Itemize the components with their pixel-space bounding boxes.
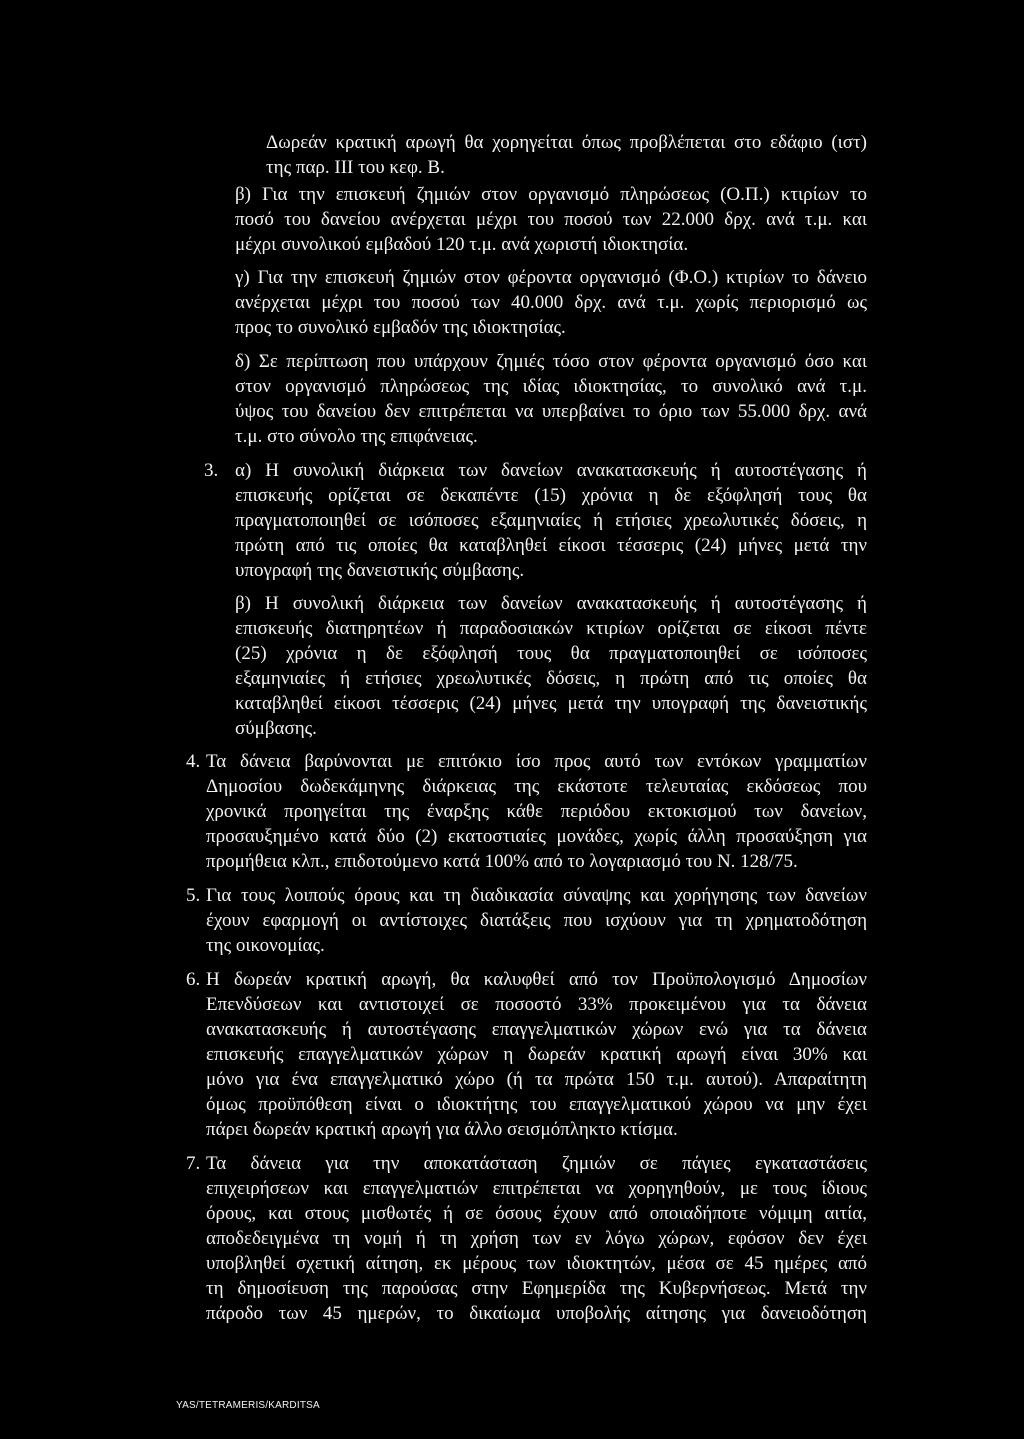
item-number: 5. — [186, 885, 201, 906]
text-line: Τα δάνεια βαρύνονται με επιτόκιο ίσο προς αυτό των εντόκων γραμματίων — [206, 751, 867, 772]
text-line: πραγματοποιηθεί σε ισόποσες εξαμηνιαίες ή ετήσιες χρεωλυτικές δόσεις, η — [235, 510, 867, 531]
text-line: χρονικά προηγείται της έναρξης κάθε περιόδου εκτοκισμού των δανείων, — [206, 801, 867, 822]
text-line: μόνο για ένα επαγγελματικό χώρο (ή τα πρώτα 150 τ.μ. αυτού). Απαραίτητη — [206, 1069, 867, 1090]
text-line: Η δωρεάν κρατική αρωγή, θα καλυφθεί από τον Προϋπολογισμό Δημοσίων — [206, 969, 867, 990]
text-line: β) Η συνολική διάρκεια των δανείων ανακατασκευής ή αυτοστέγασης ή — [235, 593, 867, 614]
text-line: πρώτη από τις οποίες θα καταβληθεί είκοσι τέσσερις (24) μήνες μετά την — [235, 535, 867, 556]
text-line: επισκευής διατηρητέων ή παραδοσιακών κτιρίων ορίζεται σε είκοσι πέντε — [235, 618, 867, 639]
text-line: επισκευής επαγγελματικών χώρων η δωρεάν κρατική αρωγή είναι 30% και — [206, 1044, 867, 1065]
item-number: 3. — [204, 460, 219, 481]
text-line: πάροδο των 45 ημερών, το δικαίωμα υποβολής αίτησης για δανειοδότηση — [206, 1303, 867, 1324]
text-line: μέχρι συνολικού εμβαδού 120 τ.μ. ανά χωριστή ιδιοκτησία. — [235, 234, 689, 255]
text-line: προς το συνολικό εμβαδόν της ιδιοκτησίας. — [235, 317, 566, 338]
text-line: εξαμηνιαίες ή ετήσιες χρεωλυτικές δόσεις, η πρώτη από τις οποίες θα — [235, 668, 867, 689]
text-line: σύμβασης. — [235, 718, 317, 739]
text-line: ύψος του δανείου δεν επιτρέπεται να υπερβαίνει το όριο των 55.000 δρχ. ανά — [235, 401, 867, 422]
text-line: ποσό του δανείου ανέρχεται μέχρι του ποσού των 22.000 δρχ. ανά τ.μ. και — [235, 209, 867, 230]
text-line: (25) χρόνια η δε εξόφλησή τους θα πραγματοποιηθεί σε ισόποσες — [235, 643, 867, 664]
text-line: καταβληθεί είκοσι τέσσερις (24) μήνες μετά την υπογραφή της δανειστικής — [235, 693, 867, 714]
text-line: αποδεδειγμένα τη νομή ή τη χρήση των εν λόγω χώρων, εφόσον δεν έχει — [206, 1228, 867, 1249]
text-line: Επενδύσεων και αντιστοιχεί σε ποσοστό 33% προκειμένου για τα δάνεια — [206, 994, 867, 1015]
item-number: 4. — [186, 751, 201, 772]
text-line: τ.μ. στο σύνολο της επιφάνειας. — [235, 426, 478, 447]
item-number: 7. — [186, 1153, 201, 1174]
text-line: όρους, και στους μισθωτές ή σε όσους έχουν από οποιαδήποτε νόμιμη αιτία, — [206, 1203, 867, 1224]
text-line: υποβληθεί σχετική αίτηση, εκ μέρους των ιδιοκτητών, μέσα σε 45 ημέρες από — [206, 1253, 867, 1274]
text-line: γ) Για την επισκευή ζημιών στον φέροντα οργανισμό (Φ.Ο.) κτιρίων το δάνειο — [235, 267, 867, 288]
text-line: όμως προϋπόθεση είναι ο ιδιοκτήτης του επαγγελματικού χώρου να μην έχει — [206, 1094, 867, 1115]
item-number: 6. — [186, 969, 201, 990]
text-line: Για τους λοιπούς όρους και τη διαδικασία σύναψης και χορήγησης των δανείων — [206, 885, 867, 906]
text-line: τη δημοσίευση της παρούσας στην Εφημερίδα της Κυβερνήσεως. Μετά την — [206, 1278, 867, 1299]
text-line: στον οργανισμό πληρώσεως της ιδίας ιδιοκτησίας, το συνολικό ανά τ.μ. — [235, 376, 867, 397]
text-line: προμήθεια κλπ., επιδοτούμενο κατά 100% από το λογαριασμό του Ν. 128/75. — [206, 851, 798, 872]
text-line: πάρει δωρεάν κρατική αρωγή για άλλο σεισμόπληκτο κτίσμα. — [206, 1119, 678, 1140]
document-footer-code: YAS/TETRAMERIS/KARDITSA — [176, 1400, 320, 1411]
text-line: υπογραφή της δανειστικής σύμβασης. — [235, 560, 525, 581]
text-line: έχουν εφαρμογή οι αντίστοιχες διατάξεις που ισχύουν για τη χρηματοδότηση — [206, 910, 867, 931]
text-line: της οικονομίας. — [206, 935, 325, 956]
text-line: προσαυξημένο κατά δύο (2) εκατοστιαίες μονάδες, χωρίς άλλη προσαύξηση για — [206, 826, 867, 847]
text-line: ανέρχεται μέχρι του ποσού των 40.000 δρχ. ανά τ.μ. χωρίς περιορισμό ως — [235, 292, 867, 313]
text-line: α) Η συνολική διάρκεια των δανείων ανακατασκευής ή αυτοστέγασης ή — [235, 460, 867, 481]
text-line: επισκευής ορίζεται σε δεκαπέντε (15) χρόνια η δε εξόφλησή τους θα — [235, 485, 867, 506]
text-line: Δωρεάν κρατική αρωγή θα χορηγείται όπως προβλέπεται στο εδάφιο (ιστ) — [266, 132, 867, 153]
text-line: δ) Σε περίπτωση που υπάρχουν ζημιές τόσο στον φέροντα οργανισμό όσο και — [235, 351, 867, 372]
text-line: επιχειρήσεων και επαγγελματιών επιτρέπεται να χορηγηθούν, με τους ίδιους — [206, 1178, 867, 1199]
text-line: ανακατασκευής ή αυτοστέγασης επαγγελματικών χώρων ενώ για τα δάνεια — [206, 1019, 867, 1040]
text-line: της παρ. ΙΙΙ του κεφ. Β. — [266, 157, 445, 178]
text-line: β) Για την επισκευή ζημιών στον οργανισμό πληρώσεως (Ο.Π.) κτιρίων το — [235, 184, 867, 205]
text-line: Τα δάνεια για την αποκατάσταση ζημιών σε πάγιες εγκαταστάσεις — [206, 1153, 867, 1174]
text-line: Δημοσίου δωδεκάμηνης διάρκειας της εκάστοτε τελευταίας εκδόσεως που — [206, 776, 867, 797]
